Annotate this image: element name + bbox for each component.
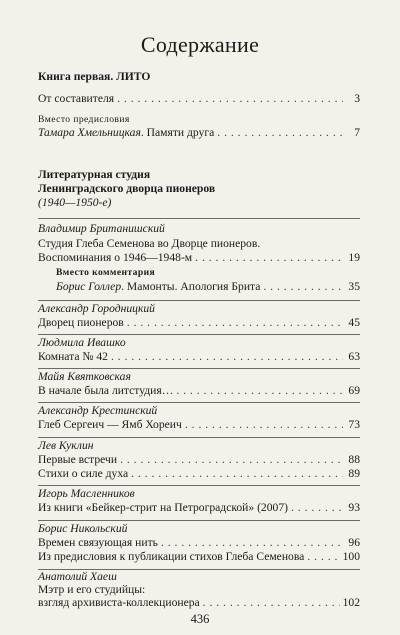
- author-name: Анатолий Хаеш: [38, 570, 117, 583]
- entry-title: Комната № 42: [38, 350, 108, 363]
- author-name: Борис Никольский: [38, 522, 128, 535]
- entry-title: Из книги «Бейкер-стрит на Петроградской» (2007): [38, 501, 288, 514]
- comment-note: Вместо комментария: [56, 267, 156, 278]
- page-number: 436: [190, 612, 210, 626]
- book-heading: Книга первая. ЛИТО: [38, 70, 151, 83]
- page-title: Содержание: [140, 32, 260, 57]
- toc-entry-maslennikov[interactable]: [38, 501, 360, 515]
- entry-title-line1: Студия Глеба Семенова во Дворце пионеров.: [38, 237, 261, 250]
- author-name: Игорь Масленников: [38, 487, 135, 500]
- page-ref: 35: [348, 280, 360, 293]
- entry-title: . Памяти друга: [140, 126, 215, 139]
- toc-entry-nikolsky-1[interactable]: [38, 536, 360, 550]
- author-name: Людмила Ивашко: [38, 336, 126, 349]
- entry-title: Дворец пионеров: [38, 316, 124, 329]
- toc-entry-ivashko[interactable]: [38, 350, 360, 364]
- entry-title: взгляд архивиста-коллекционера: [38, 596, 200, 609]
- entry-title: . Мамонты. Апология Брита: [121, 280, 261, 293]
- page-ref: 96: [348, 536, 360, 549]
- dot-leader: [263, 280, 343, 294]
- divider: [38, 485, 360, 486]
- toc-entry-krestinsky[interactable]: [38, 418, 360, 432]
- dot-leader: [291, 501, 343, 515]
- divider: [38, 437, 360, 438]
- dot-leader: [120, 453, 343, 467]
- entry-title: В начале была литстудия…: [38, 384, 174, 397]
- entry-author: Тамара Хмельницкая: [38, 126, 141, 139]
- page-ref: 88: [348, 453, 360, 466]
- dot-leader: [195, 251, 343, 265]
- section-heading-line2: Ленинградского дворца пионеров: [38, 182, 216, 195]
- section-heading-line1: Литературная студия: [38, 168, 151, 181]
- entry-title: Стихи о силе духа: [38, 467, 129, 480]
- page-ref: 3: [354, 92, 360, 105]
- entry-title: Времен связующая нить: [38, 536, 158, 549]
- divider: [38, 218, 360, 219]
- dot-leader: [127, 316, 343, 330]
- entry-title: Воспоминания о 1946—1948-м: [38, 251, 193, 264]
- entry-title: Из предисловия к публикации стихов Глеба Семенова: [38, 550, 305, 563]
- toc-entry-britanishsky[interactable]: [38, 251, 360, 265]
- page-ref: 69: [348, 384, 360, 397]
- divider: [38, 520, 360, 521]
- dot-leader: [307, 550, 339, 564]
- toc-entry-gorodnitsky[interactable]: [38, 316, 360, 330]
- divider: [38, 300, 360, 301]
- section-years: (1940—1950-е): [38, 196, 112, 209]
- dot-leader: [176, 384, 343, 398]
- author-name: Лев Куклин: [38, 439, 94, 452]
- author-name: Александр Крестинский: [38, 404, 158, 417]
- page-ref: 89: [348, 467, 360, 480]
- page-ref: 93: [348, 501, 360, 514]
- toc-entry-haesh[interactable]: [38, 596, 360, 610]
- page-ref: 45: [348, 316, 360, 329]
- toc-entry-kvyatkovskaya[interactable]: [38, 384, 360, 398]
- dot-leader: [217, 126, 343, 140]
- entry-title: Глеб Сергеич — Ямб Хореич: [38, 418, 182, 431]
- toc-entry-kuklin-1[interactable]: [38, 453, 360, 467]
- divider: [38, 334, 360, 335]
- toc-entry-memory[interactable]: [38, 126, 360, 140]
- page-ref: 7: [354, 126, 360, 139]
- dot-leader: [161, 536, 343, 550]
- divider: [38, 368, 360, 369]
- author-name: Владимир Британишский: [38, 222, 165, 235]
- page-ref: 19: [348, 251, 360, 264]
- entry-title: От составителя: [38, 92, 115, 105]
- page-ref: 73: [348, 418, 360, 431]
- entry-title-line1: Мэтр и его студийцы:: [38, 583, 146, 596]
- divider: [38, 402, 360, 403]
- dot-leader: [131, 467, 343, 481]
- page-ref: 100: [342, 550, 360, 563]
- dot-leader: [185, 418, 343, 432]
- entry-author: Борис Голлер: [56, 280, 122, 293]
- toc-entry-from-compiler[interactable]: [38, 92, 360, 106]
- toc-entry-goller[interactable]: [56, 280, 360, 294]
- entry-title: Первые встречи: [38, 453, 118, 466]
- dot-leader: [203, 596, 340, 610]
- toc-entry-kuklin-2[interactable]: [38, 467, 360, 481]
- dot-leader: [117, 92, 343, 106]
- author-name: Александр Городницкий: [38, 302, 155, 315]
- intro-note: Вместо предисловия: [38, 114, 130, 125]
- author-name: Майя Квятковская: [38, 370, 131, 383]
- page-ref: 102: [342, 596, 360, 609]
- dot-leader: [111, 350, 343, 364]
- page-ref: 63: [348, 350, 360, 363]
- toc-entry-nikolsky-2[interactable]: [38, 550, 360, 564]
